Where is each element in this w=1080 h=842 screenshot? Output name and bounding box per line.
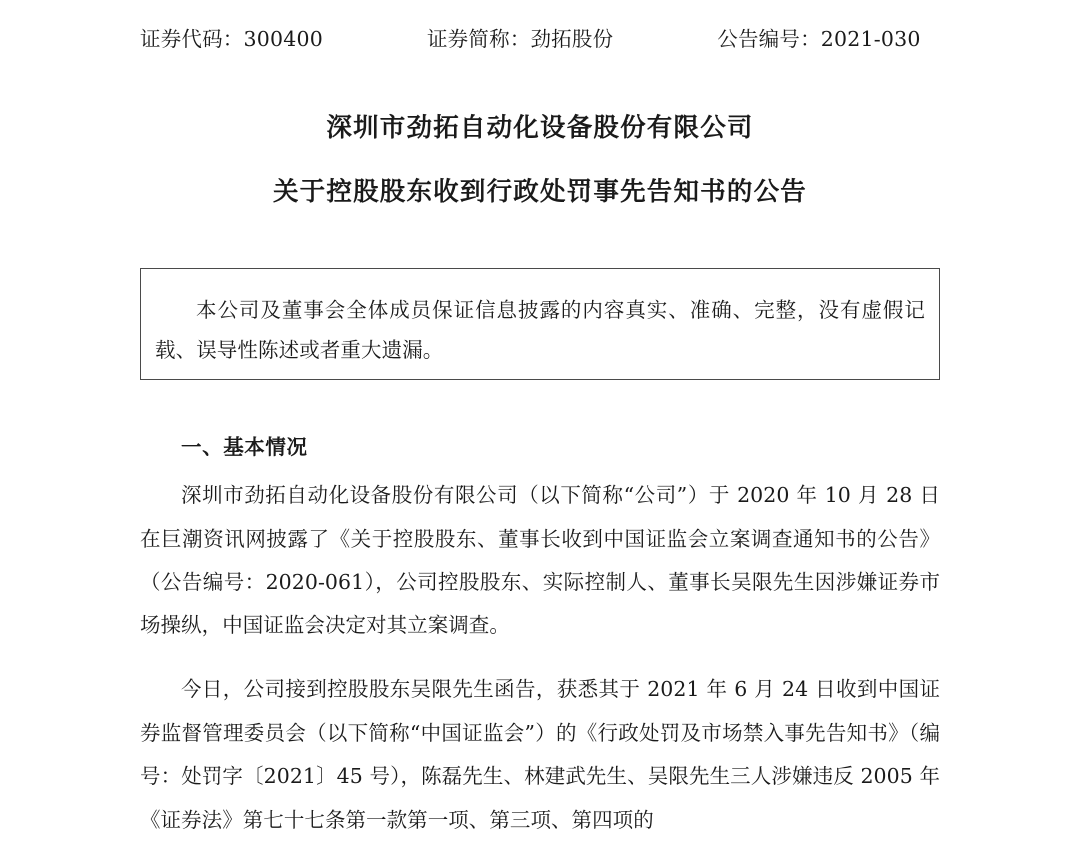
paragraph: 深圳市劲拓自动化设备股份有限公司（以下简称“公司”）于 2020 年 10 月 28 日在巨潮资讯网披露了《关于控股股东、董事长收到中国证监会立案调查通知书的公告》（公告编号：2020-061），公司控股股东、实际控制人、董事长吴限先生因涉嫌证券市场操纵，中国证监会决定对其立案调查。	[140, 483, 940, 638]
disclaimer-box	[140, 268, 940, 380]
title-block	[140, 114, 940, 206]
document-header	[140, 0, 940, 52]
paragraph: 今日，公司接到控股股东吴限先生函告，获悉其于 2021 年 6 月 24 日收到中国证券监督管理委员会（以下简称“中国证监会”）的《行政处罚及市场禁入事先告知书》（编号：处罚字〔2021〕45 号），陈磊先生、林建武先生、吴限先生三人涉嫌违反 2005 年《证券法》第七十七条第一款第一项、第三项、第四项的	[140, 677, 940, 832]
company-name-title: 深圳市劲拓自动化设备股份有限公司	[326, 113, 754, 143]
disclaimer-text: 本公司及董事会全体成员保证信息披露的内容真实、准确、完整，没有虚假记载、误导性陈述或者重大遗漏。	[155, 298, 925, 363]
section-basic-situation	[140, 430, 940, 842]
announcement-subject-title: 关于控股股东收到行政处罚事先告知书的公告	[272, 177, 807, 208]
security-short-name: 证券简称：劲拓股份	[426, 27, 614, 51]
announcement-number: 公告编号：2021-030	[717, 27, 921, 51]
section-heading: 一、基本情况	[181, 435, 308, 460]
security-code: 证券代码：300400	[140, 27, 323, 51]
